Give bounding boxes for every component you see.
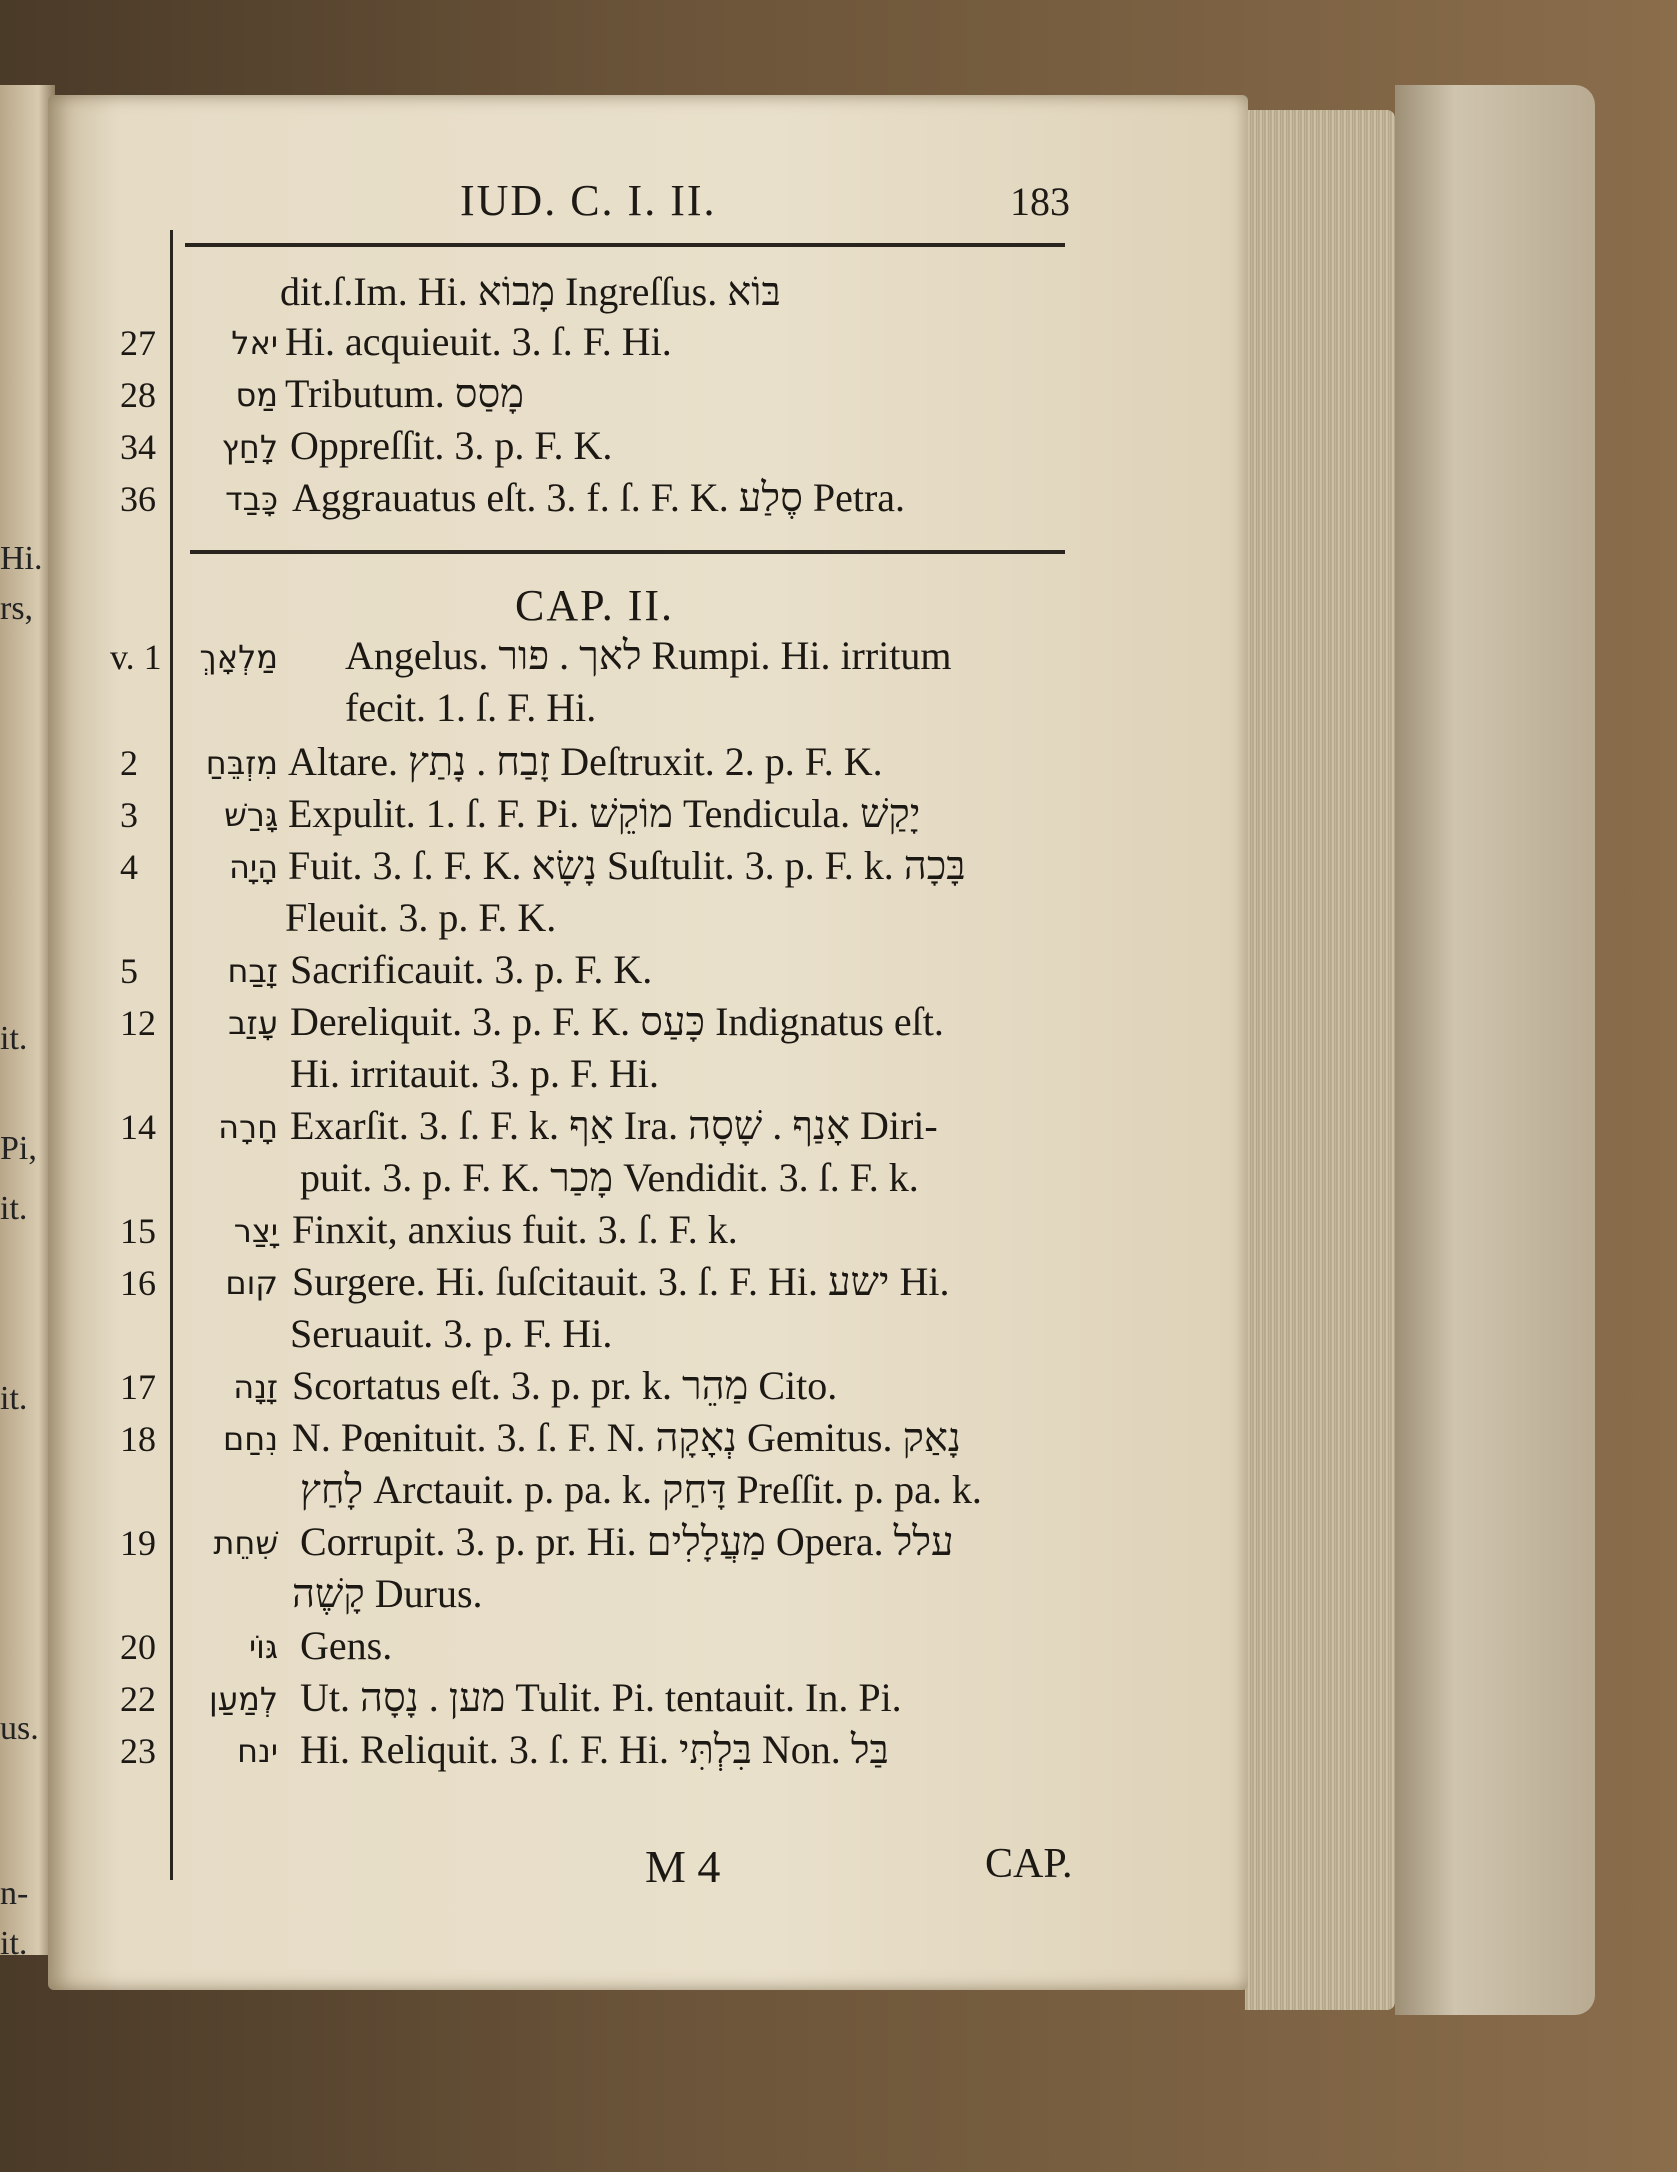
gloss-line: puit. 3. p. F. K. מָכַר Vendidit. 3. ſ. F. k.	[300, 1155, 919, 1200]
gloss-line: Sacrificauit. 3. p. F. K.	[290, 947, 653, 992]
left-fragment: us.	[0, 1710, 39, 1747]
left-fragment: it.	[0, 1380, 28, 1417]
gloss-line: Angelus. לאך . פור Rumpi. Hi. irritum	[345, 633, 952, 678]
left-fragment: rs,	[0, 590, 34, 627]
chapter-heading: CAP. II.	[515, 581, 675, 630]
hebrew-root: יָצַר	[233, 1212, 278, 1250]
gloss-line: fecit. 1. ſ. F. Hi.	[345, 685, 597, 730]
gloss-line: Seruauit. 3. p. F. Hi.	[290, 1311, 613, 1356]
page-fore-edge	[1245, 110, 1395, 2010]
gloss-line: Scortatus eſt. 3. p. pr. k. מַהֵר Cito.	[292, 1363, 838, 1408]
verse-number: 20	[120, 1627, 156, 1667]
chapter-rule	[190, 550, 1065, 554]
gloss-line: Hi. Reliquit. 3. ſ. F. Hi. בִּלְתִּי Non. בַּל	[300, 1727, 889, 1772]
verse-number: 14	[120, 1107, 156, 1147]
gloss-line: Ut. מען . נָסָה Tulit. Pi. tentauit. In. Pi.	[300, 1675, 902, 1720]
verse-number: v. 1	[110, 637, 162, 677]
gloss-line: Gens.	[300, 1623, 393, 1668]
hebrew-root: גּוֹי	[248, 1628, 278, 1666]
gloss-line: Expulit. 1. ſ. F. Pi. מוֹקֵשׁ Tendicula. יָקַשׁ	[288, 791, 921, 836]
gloss-line: לָחַץ Arctauit. p. pa. k. דָּחַק Preſſit. p. pa. k.	[300, 1467, 982, 1512]
book-cover	[1395, 85, 1595, 2015]
verse-number: 2	[120, 743, 138, 783]
verse-number: 27	[120, 323, 156, 363]
top-rule	[185, 243, 1065, 247]
hebrew-root: ינח	[237, 1732, 278, 1770]
hebrew-root: קום	[225, 1264, 278, 1302]
hebrew-root: מַלְאָךְ	[199, 638, 278, 676]
gloss-line: Exarſit. 3. ſ. F. k. אַף Ira. אָנַף . שָׁסָה Diri-	[290, 1103, 938, 1148]
hebrew-root: יאל	[231, 324, 278, 362]
gloss-line: Corrupit. 3. p. pr. Hi. מַעֲלָלִים Opera. עלל	[300, 1519, 954, 1564]
gloss-line: Surgere. Hi. ſuſcitauit. 3. ſ. F. Hi. ישע Hi.	[292, 1259, 950, 1304]
verse-number: 16	[120, 1263, 156, 1303]
left-fragment: it.	[0, 1925, 28, 1955]
gloss-line: Aggrauatus eſt. 3. f. ſ. F. K. סֶלַע Petra.	[292, 475, 906, 520]
gloss-line: dit.ſ.Im. Hi. מָבוֹא Ingreſſus. בּוֹא	[280, 269, 781, 314]
verse-number: 23	[120, 1731, 156, 1771]
left-fragment: Hi.	[0, 540, 43, 577]
verse-number: 18	[120, 1419, 156, 1459]
hebrew-root: מַס	[235, 376, 278, 414]
verse-number: 28	[120, 375, 156, 415]
left-fragment: n-	[0, 1875, 29, 1912]
gloss-line: Dereliquit. 3. p. F. K. כָּעַס Indignatus eſt.	[290, 999, 944, 1044]
left-fragment: it.	[0, 1020, 28, 1057]
left-fragment: Pi,	[0, 1130, 37, 1167]
signature-mark: M 4	[645, 1841, 721, 1892]
left-page-edge	[0, 85, 55, 1955]
verse-number: 12	[120, 1003, 156, 1043]
verse-number: 3	[120, 795, 138, 835]
hebrew-root: לָחַץ	[221, 428, 278, 466]
gloss-line: Hi. irritauit. 3. p. F. Hi.	[290, 1051, 660, 1096]
gloss-line: Finxit, anxius fuit. 3. ſ. F. k.	[292, 1207, 738, 1252]
hebrew-root: לְמַעַן	[209, 1680, 278, 1718]
gloss-line: Hi. acquieuit. 3. ſ. F. Hi.	[285, 319, 672, 364]
verse-number: 22	[120, 1679, 156, 1719]
hebrew-root: שִׁחֵת	[213, 1524, 278, 1562]
hebrew-root: גָּרַשׁ	[224, 796, 278, 834]
verse-number: 34	[120, 427, 156, 467]
gloss-line: Tributum. מָסַס	[285, 371, 524, 416]
hebrew-root: הָיָה	[229, 848, 278, 886]
gloss-line: קָשֶׁה Durus.	[292, 1571, 483, 1616]
hebrew-root: זָבַח	[227, 952, 278, 990]
verse-number: 4	[120, 847, 138, 887]
verse-number: 17	[120, 1367, 156, 1407]
hebrew-root: חָרָה	[218, 1108, 278, 1146]
page-number: 183	[1010, 179, 1070, 224]
gloss-line: Fuit. 3. ſ. F. K. נָשָׂא Suſtulit. 3. p. F. k. בָּכָה	[288, 843, 966, 888]
verse-number: 36	[120, 479, 156, 519]
hebrew-root: כָּבַד	[225, 480, 278, 518]
running-head: IUD. C. I. II.	[460, 176, 717, 225]
gloss-line: Altare. זָבַח . נָתַץ Deſtruxit. 2. p. F. K.	[288, 739, 883, 784]
catchword: CAP.	[985, 1841, 1073, 1887]
hebrew-root: מִזְבֵּחַ	[205, 744, 278, 782]
gloss-line: Fleuit. 3. p. F. K.	[285, 895, 557, 940]
verse-number: 5	[120, 951, 138, 991]
hebrew-root: נִחַם	[223, 1420, 278, 1458]
left-fragment: it.	[0, 1190, 28, 1227]
verse-number: 15	[120, 1211, 156, 1251]
hebrew-root: זָנָה	[233, 1368, 278, 1406]
column-rule	[170, 230, 173, 1880]
gloss-line: N. Pœnituit. 3. ſ. F. N. נְאָקָה Gemitus. נָאַק	[292, 1415, 961, 1460]
hebrew-root: עָזַב	[228, 1004, 278, 1042]
verse-number: 19	[120, 1523, 156, 1563]
gloss-line: Oppreſſit. 3. p. F. K.	[290, 423, 613, 468]
